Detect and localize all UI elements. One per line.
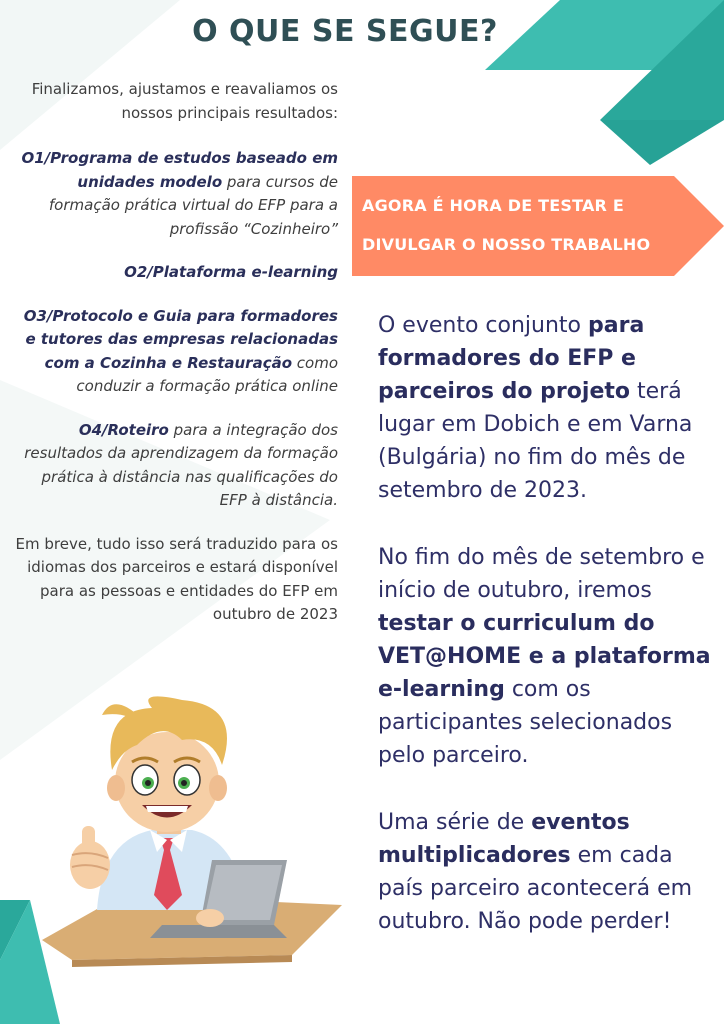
result-o3-desc: como conduzir a formação prática online <box>76 353 338 395</box>
banner-line-1: AGORA É HORA DE TESTAR E <box>362 196 624 215</box>
call-to-action-banner <box>352 176 724 276</box>
result-o3 <box>14 305 338 399</box>
event-text: No fim do mês de setembro e início de outubro, iremos <box>378 545 705 603</box>
result-o1 <box>14 147 338 241</box>
event-text: O evento conjunto <box>378 313 588 338</box>
banner-arrow-shape <box>352 176 724 276</box>
result-o4 <box>14 419 338 513</box>
result-o4-title: O4/Roteiro <box>78 420 169 439</box>
event-text: Uma série de <box>378 810 532 835</box>
results-column <box>14 78 338 627</box>
event-highlight: testar o curriculum do VET@HOME e a plataforma e-learning <box>378 611 711 702</box>
event-paragraph-3 <box>378 806 720 938</box>
result-o2 <box>14 261 338 285</box>
event-highlight: eventos multiplicadores <box>378 810 630 868</box>
banner-line-2: DIVULGAR O NOSSO TRABALHO <box>362 235 651 254</box>
event-highlight: para formadores do EFP e parceiros do projeto <box>378 313 645 404</box>
cartoon-man-laptop-illustration <box>42 690 342 995</box>
result-o1-title: O1/Programa de estudos baseado em unidades modelo <box>21 149 338 191</box>
page-title: O QUE SE SEGUE? <box>192 14 498 49</box>
event-paragraph-1 <box>378 309 720 507</box>
events-column <box>378 309 720 938</box>
event-text: terá lugar em Dobich e em Varna (Bulgária) no fim do mês de setembro de 2023. <box>378 379 693 503</box>
outro-text: Em breve, tudo isso será traduzido para os idiomas dos parceiros e estará disponível para as pessoas e entidades do EFP em outubro de 2023 <box>15 534 338 623</box>
event-text: com os participantes selecionados pelo parceiro. <box>378 677 673 768</box>
result-o1-desc: para cursos de formação prática virtual do EFP para a profissão “Cozinheiro” <box>48 172 338 238</box>
event-text: em cada país parceiro acontecerá em outubro. Não pode perder! <box>378 843 693 934</box>
result-o2-title: O2/Plataforma e-learning <box>124 263 338 281</box>
result-o4-desc: para a integração dos resultados da aprendizagem da formação prática à distância nas qualificações do EFP à distância. <box>24 420 338 509</box>
event-paragraph-2 <box>378 541 720 772</box>
intro-text: Finalizamos, ajustamos e reavaliamos os nossos principais resultados: <box>31 80 338 122</box>
result-o3-title: O3/Protocolo e Guia para formadores e tutores das empresas relacionadas com a Cozinha e Restauração <box>23 306 338 372</box>
